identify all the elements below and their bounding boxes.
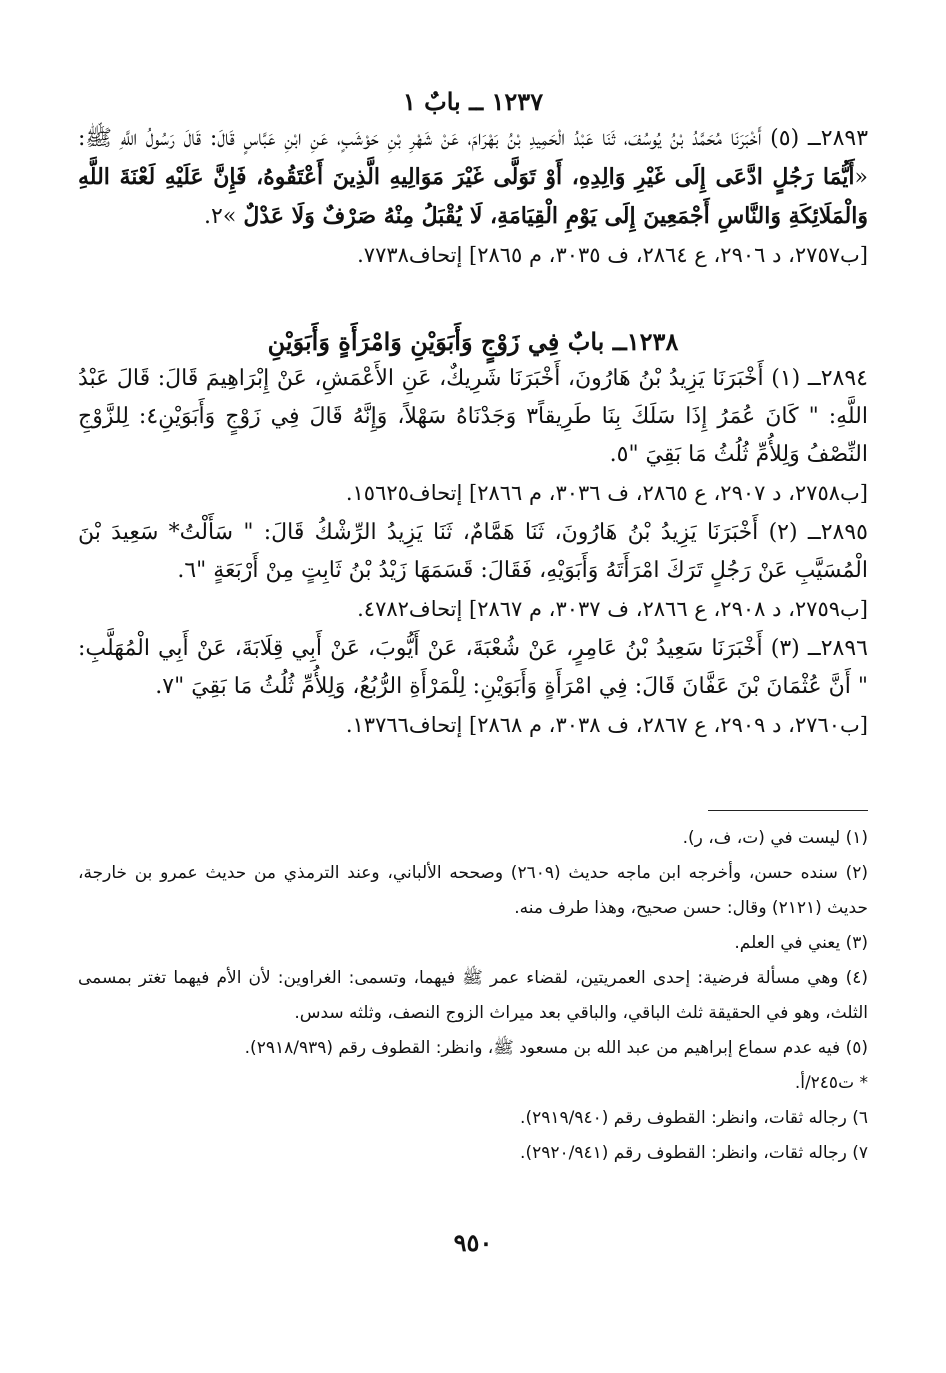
hadith-2893	[78, 120, 868, 236]
hadith-2894: ٢٨٩٤ــ (١) أَخْبَرَنَا يَزِيدُ بْنُ هَارُونَ، أَخْبَرَنَا شَرِيكٌ، عَنِ الأَعْمَشِ، عَنْ إِبْرَاهِيمَ قَالَ: قَالَ عَبْدُ اللَّهِ: " كَانَ عُمَرُ إِذَا سَلَكَ بِنَا طَرِيقاً٣ وَجَدْنَاهُ سَهْلاً، وَإِنَّهُ قَالَ فِي زَوْجٍ وَأَبَوَيْنِ٤: لِلزَّوْجِ النِّصْفُ وَلِلأُمِّ ثُلُثُ مَا بَقِيَ "٥.	[78, 366, 868, 467]
footnote-separator	[708, 810, 868, 811]
hadith-2893-reference: [ب٢٧٥٧، د ٢٩٠٦، ع ٢٨٦٤، ف ٣٠٣٥، م ٢٨٦٥] إتحاف٧٧٣٨.	[357, 243, 868, 267]
hadith-2893-isnad: ٢٨٩٣ــ (٥) أَخْبَرَنَا مُحَمَّدُ بْنُ يُوسُفَ، ثَنَا عَبْدُ الْحَمِيدِ بْنُ بَهْرَامَ، عَنْ شَهْرِ بْنِ حَوْشَبٍ، عَنِ ابْنِ عَبَّاسٍ قَالَ: قَالَ رَسُولُ اللَّهِ ﷺ: «	[78, 126, 869, 190]
hadith-2893-matn: أَيُّمَا رَجُلٍ ادَّعَى إِلَى غَيْرِ وَالِدِهِ، أَوْ تَوَلَّى غَيْرَ مَوَالِيهِ الَّذِينَ أَعْتَقُوهُ، فَإِنَّ عَلَيْهِ لَعْنَةَ اللَّهِ وَالْمَلَائِكَةِ وَالنَّاسِ أَجْمَعِينَ إِلَى يَوْمِ الْقِيَامَةِ، لَا يُقْبَلُ مِنْهُ صَرْفٌ وَلَا عَدْلٌ	[78, 164, 868, 229]
page-number: ٩٥٠	[453, 1228, 493, 1257]
chapter-title-1237: ١٢٣٧ ــ بابٌ ١	[402, 87, 544, 116]
footnotes	[78, 821, 868, 1171]
hadith-2893-ending: »٢.	[204, 204, 244, 229]
chapter-title-1238: ١٢٣٨ــ بابٌ فِي زَوْجٍ وَأَبَوَيْنِ وَامْرَأَةٍ وَأَبَوَيْنِ	[267, 327, 679, 356]
footnote-3: (٣) يعني في العلم.	[734, 933, 868, 953]
hadith-2896-reference: [ب٢٧٦٠، د ٢٩٠٩، ع ٢٨٦٧، ف ٣٠٣٨، م ٢٨٦٨] إتحاف١٣٧٦٦.	[345, 713, 868, 737]
footnote-7: ٧) رجاله ثقات، وانظر: القطوف رقم (٢٩٢٠/٩٤١).	[520, 1143, 868, 1163]
footnote-5: (٥) فيه عدم سماع إبراهيم من عبد الله بن مسعود ﷺ، وانظر: القطوف رقم (٢٩١٨/٩٣٩).	[244, 1038, 868, 1058]
hadith-2896: ٢٨٩٦ــ (٣) أَخْبَرَنَا سَعِيدُ بْنُ عَامِرٍ، عَنْ شُعْبَةَ، عَنْ أَيُّوبَ، عَنْ أَبِي قِلَابَةَ، عَنْ أَبِي الْمُهَلَّبِ: " أَنَّ عُثْمَانَ بْنَ عَفَّانَ قَالَ: فِي امْرَأَةٍ وَأَبَوَيْنِ: لِلْمَرْأَةِ الرُّبُعُ، وَلِلأُمِّ ثُلُثُ مَا بَقِيَ "٧.	[78, 636, 868, 699]
footnote-4: (٤) وهي مسألة فرضية: إحدى العمريتين، لقضاء عمر ﷺ فيهما، وتسمى: الغراوين: لأن الأم فيهما تغتر بمسمى الثلث، وهو في الحقيقة ثلث الباقي، والباقي بعد ميراث الزوج النصف، وثلثه سدس.	[78, 968, 868, 1023]
hadith-2895: ٢٨٩٥ــ (٢) أَخْبَرَنَا يَزِيدُ بْنُ هَارُونَ، ثَنَا هَمَّامٌ، ثَنَا يَزِيدُ الرِّشْكُ قَالَ: " سَأَلْتُ* سَعِيدَ بْنَ الْمُسَيَّبِ عَنْ رَجُلٍ تَرَكَ امْرَأَتَهُ وَأَبَوَيْهِ، فَقَالَ: قَسَمَهَا زَيْدُ بْنُ ثَابِتٍ مِنْ أَرْبَعَةٍ "٦.	[78, 520, 868, 583]
footnote-folio: * ت٢٤٥/أ.	[794, 1073, 868, 1093]
hadith-2894-reference: [ب٢٧٥٨، د ٢٩٠٧، ع ٢٨٦٥، ف ٣٠٣٦، م ٢٨٦٦] إتحاف١٥٦٢٥.	[345, 481, 868, 505]
footnote-1: (١) ليست في (ت، ف، ر).	[682, 828, 868, 848]
footnote-2: (٢) سنده حسن، وأخرجه ابن ماجه حديث (٢٦٠٩) وصححه الألباني، وعند الترمذي من حديث عمرو بن خارجة، حديث (٢١٢١) وقال: حسن صحيح، وهذا طرف منه.	[78, 863, 868, 918]
footnote-6: ٦) رجاله ثقات، وانظر: القطوف رقم (٢٩١٩/٩٤٠).	[520, 1108, 868, 1128]
hadith-2895-reference: [ب٢٧٥٩، د ٢٩٠٨، ع ٢٨٦٦، ف ٣٠٣٧، م ٢٨٦٧] إتحاف٤٧٨٢.	[357, 597, 868, 621]
